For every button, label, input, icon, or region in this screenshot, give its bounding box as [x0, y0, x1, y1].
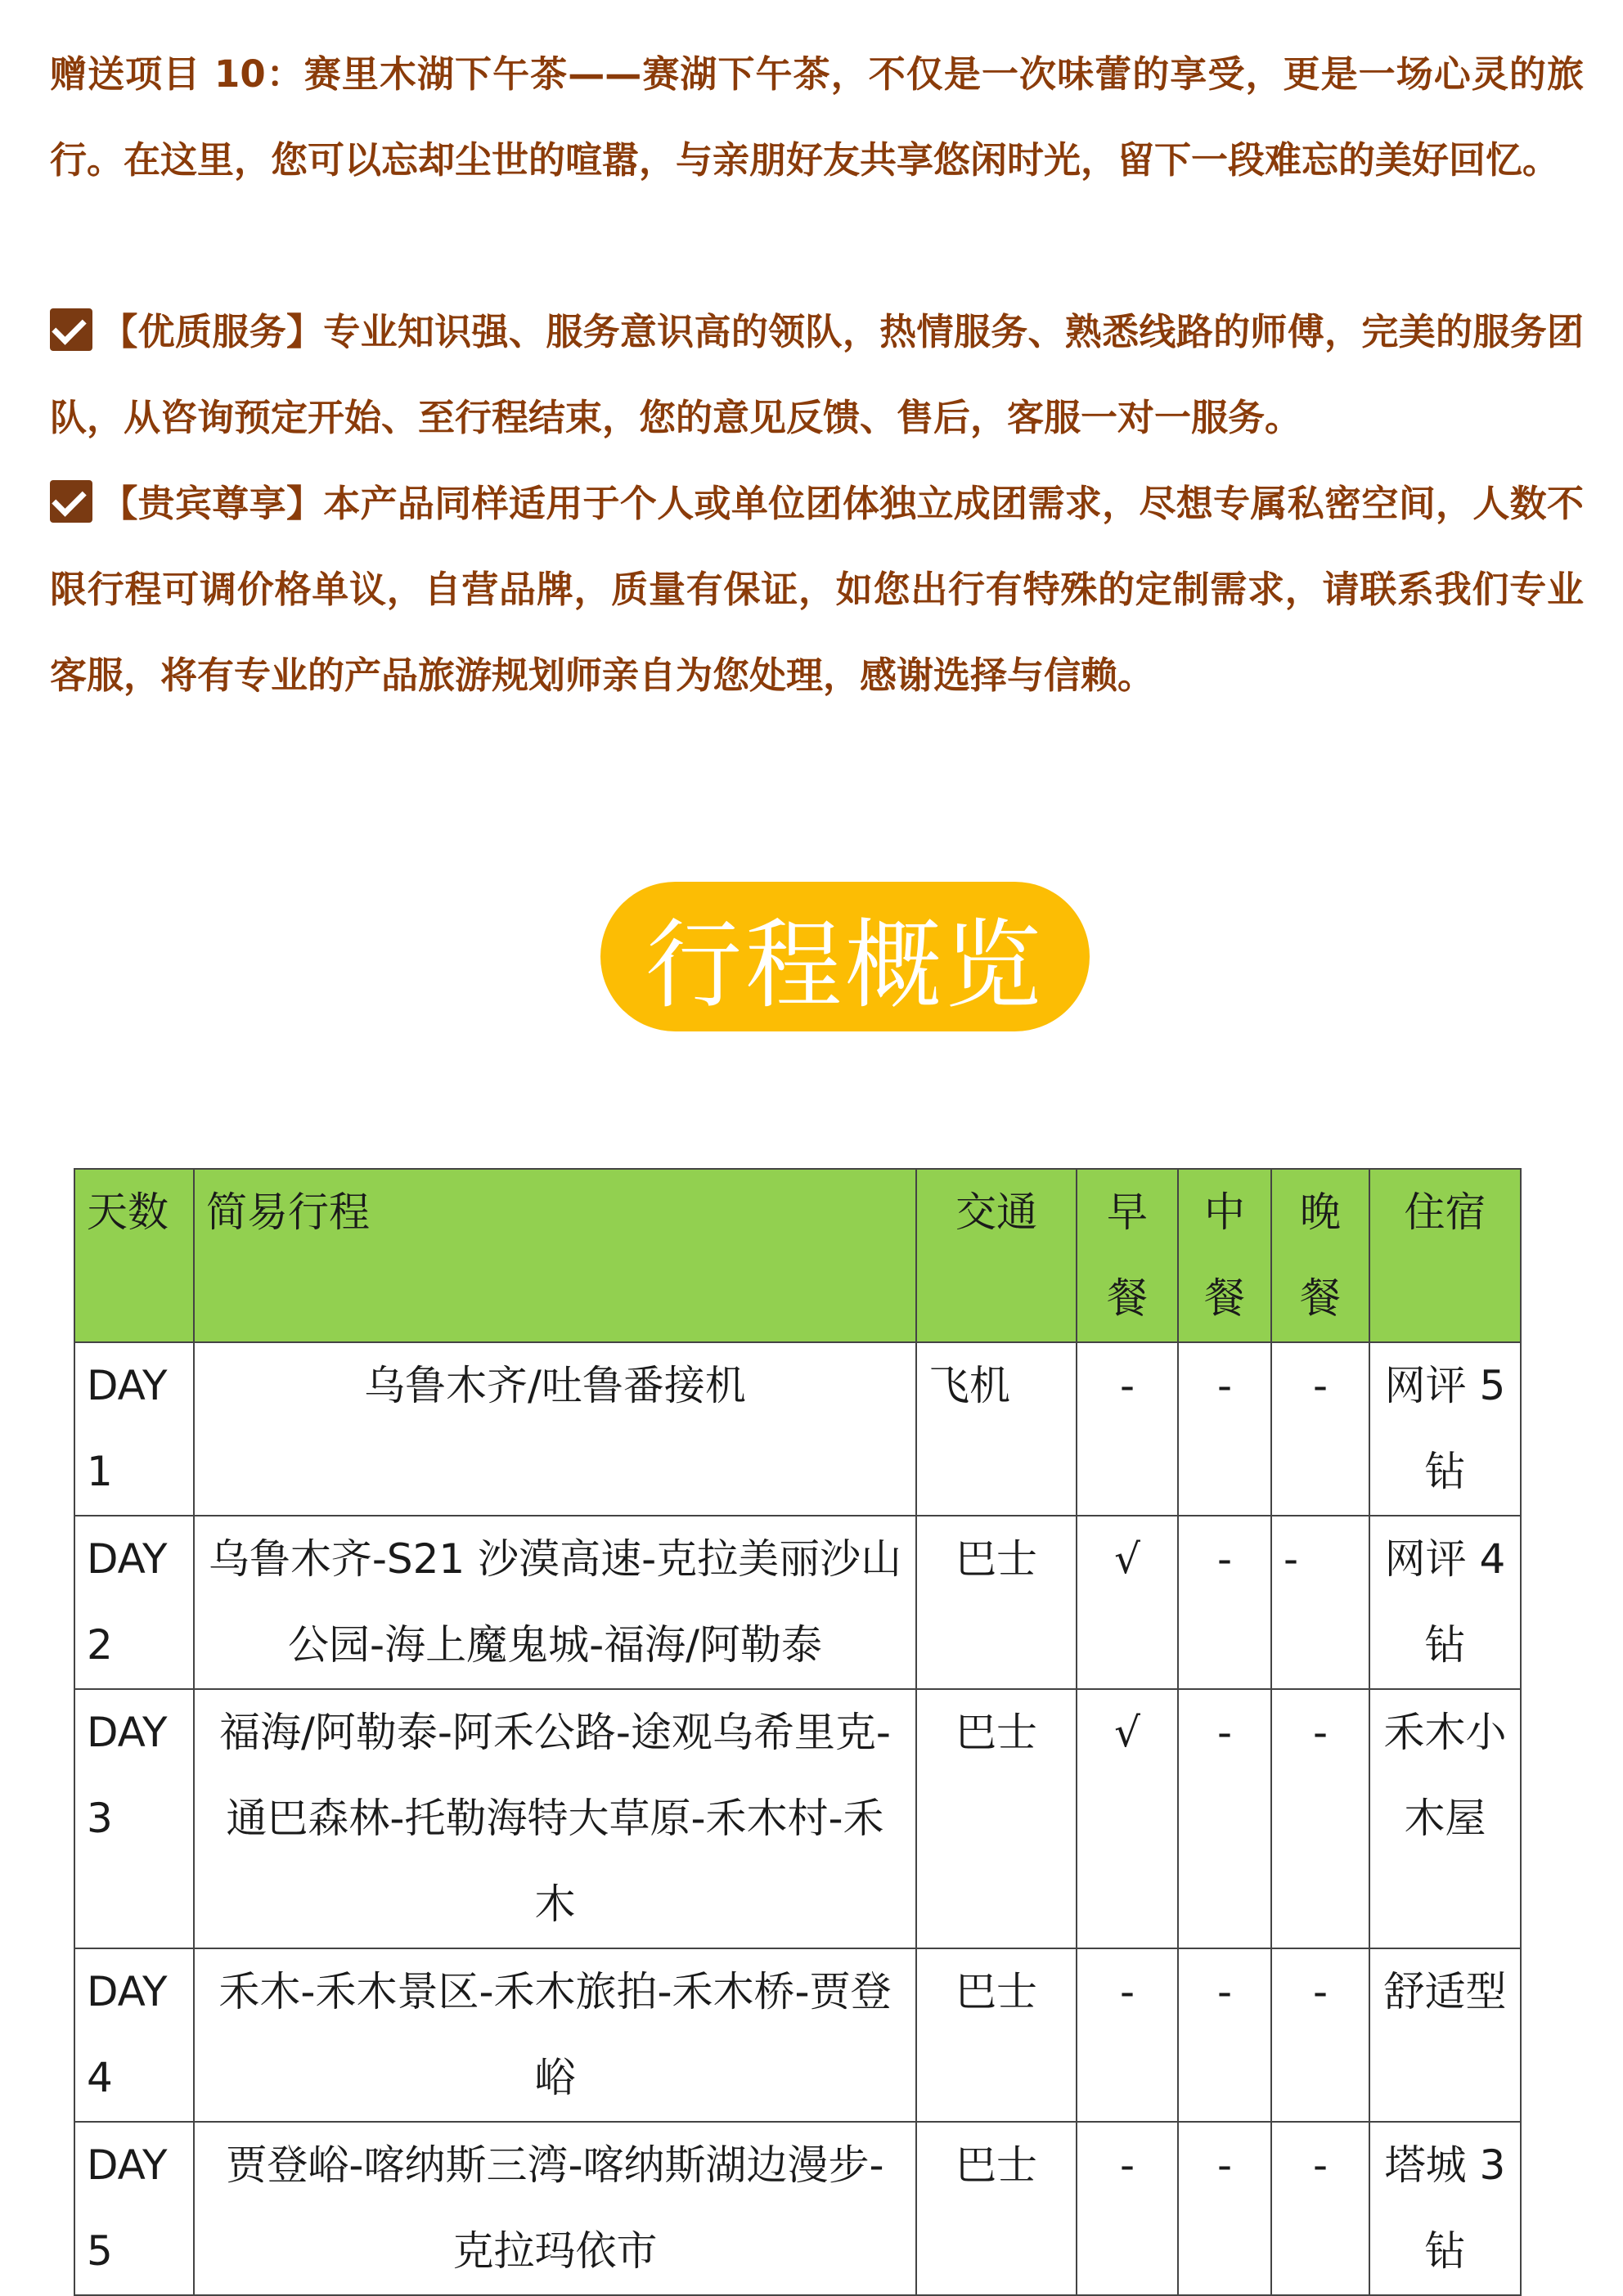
cell-hotel: 塔城 3 钻 — [1369, 2122, 1521, 2295]
cell-day: DAY4 — [74, 1948, 194, 2122]
table-row — [74, 1689, 1521, 1948]
cell-hotel: 禾木小木屋 — [1369, 1689, 1521, 1948]
cell-dinner: - — [1271, 2122, 1369, 2295]
cell-transport: 巴士 — [916, 2122, 1077, 2295]
cell-dinner: - — [1271, 1342, 1369, 1516]
header-route: 简易行程 — [194, 1169, 916, 1342]
cell-breakfast: - — [1077, 1342, 1178, 1516]
cell-dinner: - — [1271, 1689, 1369, 1948]
cell-transport: 飞机 — [916, 1342, 1077, 1516]
header-day: 天数 — [74, 1169, 194, 1342]
cell-hotel: 网评 4 钻 — [1369, 1516, 1521, 1689]
cell-lunch: - — [1178, 2122, 1271, 2295]
checkbox-checked-icon — [50, 480, 92, 523]
cell-dinner: - — [1271, 1516, 1369, 1689]
cell-hotel: 网评 5 钻 — [1369, 1342, 1521, 1516]
cell-lunch: - — [1178, 1948, 1271, 2122]
section-title: 行程概览 — [600, 882, 1090, 1031]
table-row — [74, 1948, 1521, 2122]
cell-day: DAY3 — [74, 1689, 194, 1948]
cell-route: 乌鲁木齐/吐鲁番接机 — [194, 1342, 916, 1516]
cell-transport: 巴士 — [916, 1948, 1077, 2122]
table-header-row — [74, 1169, 1521, 1342]
gift-paragraph: 赠送项目 10：赛里木湖下午茶——赛湖下午茶，不仅是一次味蕾的享受，更是一场心灵的旅行。在这里，您可以忘却尘世的喧嚣，与亲朋好友共享悠闲时光，留下一段难忘的美好回忆。 — [50, 52, 1584, 182]
cell-breakfast: √ — [1077, 1516, 1178, 1689]
header-transport: 交通 — [916, 1169, 1077, 1342]
cell-day: DAY1 — [74, 1342, 194, 1516]
cell-transport: 巴士 — [916, 1516, 1077, 1689]
header-lunch: 中餐 — [1178, 1169, 1271, 1342]
header-hotel: 住宿 — [1369, 1169, 1521, 1342]
checkbox-checked-icon — [50, 308, 92, 351]
cell-day: DAY5 — [74, 2122, 194, 2295]
table-row — [74, 2122, 1521, 2295]
cell-transport: 巴士 — [916, 1689, 1077, 1948]
cell-lunch: - — [1178, 1516, 1271, 1689]
cell-route: 贾登峪-喀纳斯三湾-喀纳斯湖边漫步-克拉玛依市 — [194, 2122, 916, 2295]
cell-day: DAY2 — [74, 1516, 194, 1689]
header-dinner: 晚餐 — [1271, 1169, 1369, 1342]
cell-lunch: - — [1178, 1689, 1271, 1948]
cell-hotel: 舒适型 — [1369, 1948, 1521, 2122]
vip-paragraph — [50, 461, 1584, 718]
cell-breakfast: - — [1077, 1948, 1178, 2122]
table-row — [74, 1516, 1521, 1689]
vip-text: 【贵宾尊享】本产品同样适用于个人或单位团体独立成团需求，尽想专属私密空间，人数不限行程可调价格单议，自营品牌，质量有保证，如您出行有特殊的定制需求，请联系我们专业客服，将有专业的产品旅游规划师亲自为您处理，感谢选择与信赖。 — [50, 482, 1584, 697]
cell-dinner: - — [1271, 1948, 1369, 2122]
cell-route: 乌鲁木齐-S21 沙漠高速-克拉美丽沙山公园-海上魔鬼城-福海/阿勒泰 — [194, 1516, 916, 1689]
header-breakfast: 早餐 — [1077, 1169, 1178, 1342]
cell-breakfast: √ — [1077, 1689, 1178, 1948]
itinerary-table — [74, 1168, 1522, 2296]
cell-breakfast: - — [1077, 2122, 1178, 2295]
cell-lunch: - — [1178, 1342, 1271, 1516]
cell-route: 福海/阿勒泰-阿禾公路-途观乌希里克-通巴森林-托勒海特大草原-禾木村-禾木 — [194, 1689, 916, 1948]
table-row — [74, 1342, 1521, 1516]
cell-route: 禾木-禾木景区-禾木旅拍-禾木桥-贾登峪 — [194, 1948, 916, 2122]
service-paragraph — [50, 289, 1584, 461]
service-text: 【优质服务】专业知识强、服务意识高的领队，热情服务、熟悉线路的师傅，完美的服务团队，从咨询预定开始、至行程结束，您的意见反馈、售后，客服一对一服务。 — [50, 310, 1584, 439]
